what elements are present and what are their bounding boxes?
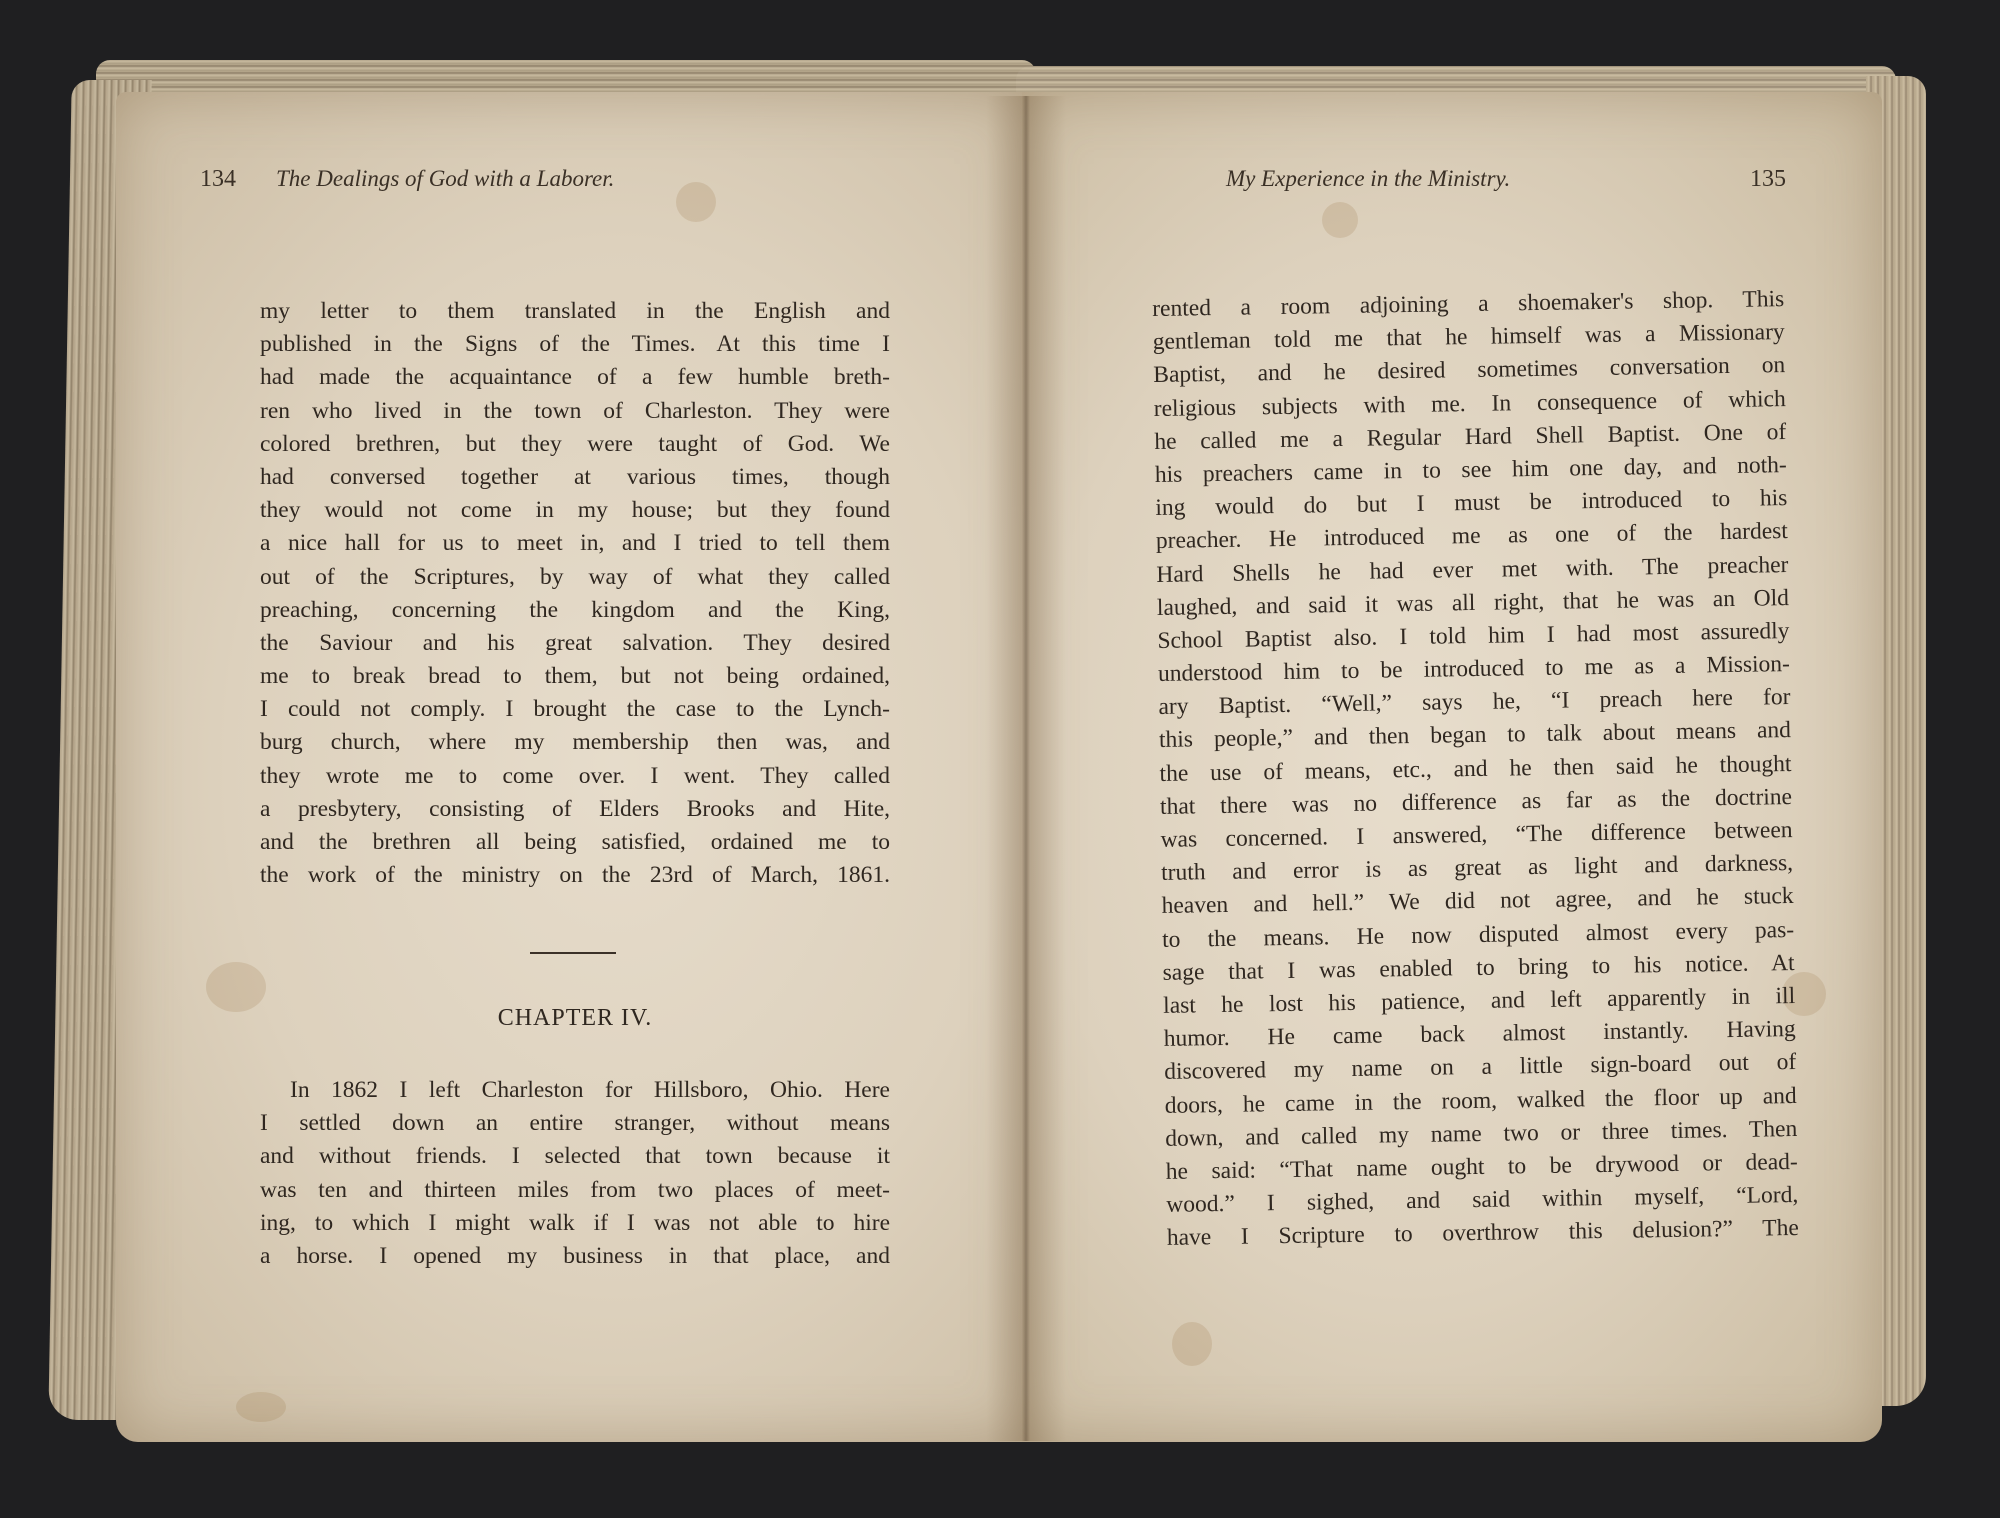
right-page-body	[1152, 283, 1799, 1255]
text-line: published in the Signs of the Times. At this time I	[260, 331, 890, 358]
text-line: religious subjects with me. In consequence of which	[1153, 385, 1786, 422]
text-line: me to break bread to them, but not being ordained,	[260, 663, 890, 690]
left-page-paragraph-1	[260, 295, 890, 892]
text-line: they would not come in my house; but they found	[260, 497, 890, 524]
text-line: the work of the ministry on the 23rd of March, 1861.	[260, 862, 890, 889]
text-line: School Baptist also. I told him I had most assuredly	[1157, 617, 1790, 654]
text-line: In 1862 I left Charleston for Hillsboro, Ohio. Here	[290, 1077, 890, 1103]
text-line: that there was no difference as far as the doctrine	[1159, 783, 1793, 820]
text-line: a horse. I opened my business in that place, and	[260, 1242, 890, 1269]
right-running-header	[1226, 166, 1786, 193]
text-line: last he lost his patience, and left apparently in ill	[1162, 982, 1796, 1019]
text-line: down, and called my name two or three times. Then	[1165, 1115, 1798, 1152]
text-line: they wrote me to come over. I went. They called	[260, 762, 890, 789]
text-line: his preachers came in to see him one day, and noth-	[1154, 451, 1787, 488]
text-line: he called me a Regular Hard Shell Baptist. One of	[1154, 418, 1787, 455]
text-line: Hard Shells he had ever met with. The preacher	[1156, 551, 1789, 588]
text-line: and the brethren all being satisfied, ordained me to	[260, 829, 890, 855]
text-line: rented a room adjoining a shoemaker's shop. This	[1152, 286, 1785, 322]
text-line: I could not comply. I brought the case to the Lynch-	[260, 696, 890, 723]
text-line: burg church, where my membership then was, and	[260, 729, 890, 756]
text-line: a presbytery, consisting of Elders Brooks and Hite,	[260, 795, 890, 822]
text-line: doors, he came in the room, walked the floor up and	[1164, 1082, 1797, 1119]
text-line: had conversed together at various times, though	[260, 463, 890, 490]
text-line: discovered my name on a little sign-board out of	[1164, 1049, 1797, 1086]
text-line: have I Scripture to overthrow this delusion?” The	[1166, 1215, 1799, 1252]
text-line: colored brethren, but they were taught of God. We	[260, 430, 890, 457]
text-line: Baptist, and he desired sometimes conversation on	[1153, 352, 1786, 389]
text-line: humor. He came back almost instantly. Having	[1163, 1016, 1796, 1053]
left-page-paragraph-2	[260, 1074, 890, 1273]
text-line: sage that I was enabled to bring to his notice. At	[1162, 949, 1795, 986]
text-line: ing would do but I must be introduced to his	[1155, 485, 1788, 522]
chapter-heading: CHAPTER IV.	[497, 1005, 653, 1031]
text-line: ary Baptist. “Well,” says he, “I preach here for	[1158, 684, 1791, 721]
text-line: this people,” and then began to talk about means and	[1158, 717, 1792, 754]
text-line: preacher. He introduced me as one of the hardest	[1155, 518, 1789, 555]
text-line: had made the acquaintance of a few humble breth-	[260, 364, 890, 391]
text-line: out of the Scriptures, by way of what they called	[260, 563, 890, 590]
right-page-number: 135	[1750, 166, 1786, 192]
right-running-title: My Experience in the Ministry.	[1226, 166, 1511, 191]
text-line: my letter to them translated in the English and	[260, 298, 890, 324]
text-line: wood.” I sighed, and said within myself, “Lord,	[1166, 1182, 1799, 1218]
text-line: the Saviour and his great salvation. They desired	[260, 629, 890, 656]
text-line: gentleman told me that he himself was a Missionary	[1152, 319, 1785, 356]
text-line: preaching, concerning the kingdom and the King,	[260, 596, 890, 623]
text-line: laughed, and said it was all right, that he was an Old	[1156, 584, 1790, 621]
left-running-title: The Dealings of God with a Laborer.	[276, 166, 615, 191]
left-running-header	[200, 166, 614, 193]
text-line: truth and error is as great as light and darkness,	[1160, 850, 1794, 887]
left-page-number: 134	[200, 166, 236, 192]
text-line: he said: “That name ought to be drywood or dead-	[1165, 1148, 1798, 1185]
text-line: was concerned. I answered, “The difference between	[1160, 817, 1793, 853]
text-line: a nice hall for us to meet in, and I tried to tell them	[260, 530, 890, 557]
text-line: to the means. He now disputed almost every pas-	[1161, 916, 1795, 953]
text-line: understood him to be introduced to me as a Mission-	[1157, 651, 1791, 688]
text-line: ing, to which I might walk if I was not able to hire	[260, 1209, 890, 1236]
text-line: and without friends. I selected that town because it	[260, 1143, 890, 1170]
section-divider	[530, 952, 616, 954]
text-line: was ten and thirteen miles from two places of meet-	[260, 1176, 890, 1203]
text-line: heaven and hell.” We did not agree, and he stuck	[1161, 883, 1794, 920]
text-line: the use of means, etc., and he then said he thought	[1159, 750, 1792, 787]
text-line: I settled down an entire stranger, without means	[260, 1110, 890, 1137]
text-line: ren who lived in the town of Charleston. They were	[260, 397, 890, 424]
